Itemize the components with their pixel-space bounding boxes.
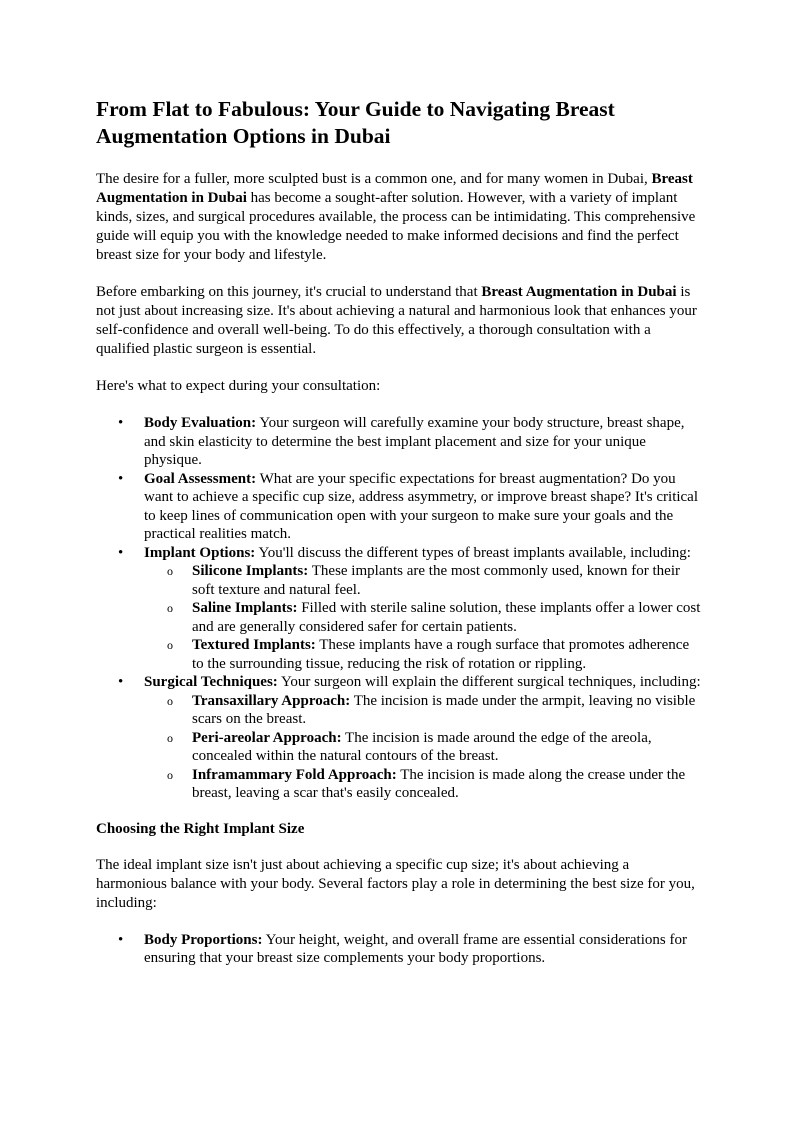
consultation-list [96, 414, 701, 803]
item-label: Body Evaluation: [144, 415, 257, 431]
context-keyword: Breast Augmentation in Dubai [481, 284, 677, 300]
list-item [96, 470, 701, 544]
item-label: Body Proportions: [144, 931, 263, 948]
list-item [96, 673, 701, 803]
section-paragraph: The ideal implant size isn't just about achieving a specific cup size; it's about achieving a harmonious balance with your body. Several factors play a role in determining the best size for you, including: [96, 856, 695, 911]
intro-paragraph [96, 170, 701, 265]
item-text: Your height, weight, and overall frame are essential considerations for ensuring that your breast size complements your body proportions. [144, 931, 687, 966]
implant-options-sublist [144, 562, 701, 673]
context-text-start: Before embarking on this journey, it's crucial to understand that [96, 284, 482, 300]
sub-item-label: Saline Implants: [192, 600, 298, 616]
sub-item-text: The incision is made along the crease under the breast, leaving a scar that's easily concealed. [192, 766, 686, 801]
intro-text-start: The desire for a fuller, more sculpted bust is a common one, and for many women in Dubai, [96, 171, 652, 187]
item-text: You'll discuss the different types of breast implants available, including: [255, 544, 691, 561]
document-page [96, 96, 701, 985]
sublist-item [144, 599, 701, 636]
size-factors-list [96, 931, 701, 968]
intro-text-end: has become a sought-after solution. However, with a variety of implant kinds, sizes, and surgical procedures available, the process can be intimidating. This comprehensive guide will equip you with the knowledge needed to make informed decisions and find the perfect breast size for your body and lifestyle. [96, 190, 696, 263]
sub-item-label: Silicone Implants: [192, 563, 309, 579]
list-item [96, 414, 701, 470]
intro-keyword: Breast Augmentation in Dubai [96, 171, 693, 206]
section-heading: Choosing the Right Implant Size [96, 820, 305, 837]
list-item [96, 544, 701, 674]
sublist-item [144, 562, 701, 599]
context-paragraph [96, 283, 701, 359]
sub-item-text: These implants are the most commonly used, known for their soft texture and natural feel. [192, 563, 680, 598]
sub-item-label: Transaxillary Approach: [192, 692, 351, 709]
sub-item-text: The incision is made around the edge of the areola, concealed within the natural contours of the breast. [192, 729, 652, 764]
surgical-techniques-sublist [144, 692, 701, 803]
item-label: Implant Options: [144, 544, 256, 561]
sub-item-text: These implants have a rough surface that promotes adherence to the surrounding tissue, reducing the risk of rotation or rippling. [192, 637, 690, 672]
sublist-item [144, 766, 701, 803]
item-text: What are your specific expectations for breast augmentation? Do you want to achieve a specific cup size, address asymmetry, or improve breast shape? It's critical to keep lines of communication open with your surgeon to make sure your goals and the practical realities match. [144, 470, 699, 542]
list-item [96, 931, 701, 968]
sub-item-text: The incision is made under the armpit, leaving no visible scars on the breast. [192, 692, 696, 727]
context-text-end: is not just about increasing size. It's about achieving a natural and harmonious look that enhances your self-confidence and overall well-being. To do this effectively, a thorough consultation with a qualified plastic surgeon is essential. [96, 284, 697, 357]
sub-item-label: Inframammary Fold Approach: [192, 766, 397, 783]
sublist-item [144, 692, 701, 729]
sublist-item [144, 729, 701, 766]
item-label: Surgical Techniques: [144, 674, 278, 690]
consultation-intro: Here's what to expect during your consultation: [96, 378, 381, 394]
document-title: From Flat to Fabulous: Your Guide to Navigating Breast Augmentation Options in Dubai [96, 97, 615, 148]
item-text: Your surgeon will carefully examine your body structure, breast shape, and skin elasticity to determine the best implant placement and size for your unique physique. [144, 415, 685, 468]
sub-item-label: Peri-areolar Approach: [192, 729, 342, 746]
sublist-item [144, 636, 701, 673]
sub-item-label: Textured Implants: [192, 637, 316, 653]
item-text: Your surgeon will explain the different surgical techniques, including: [277, 674, 701, 690]
sub-item-text: Filled with sterile saline solution, these implants offer a lower cost and are generally considered safer for certain patients. [192, 600, 701, 635]
item-label: Goal Assessment: [144, 470, 257, 487]
